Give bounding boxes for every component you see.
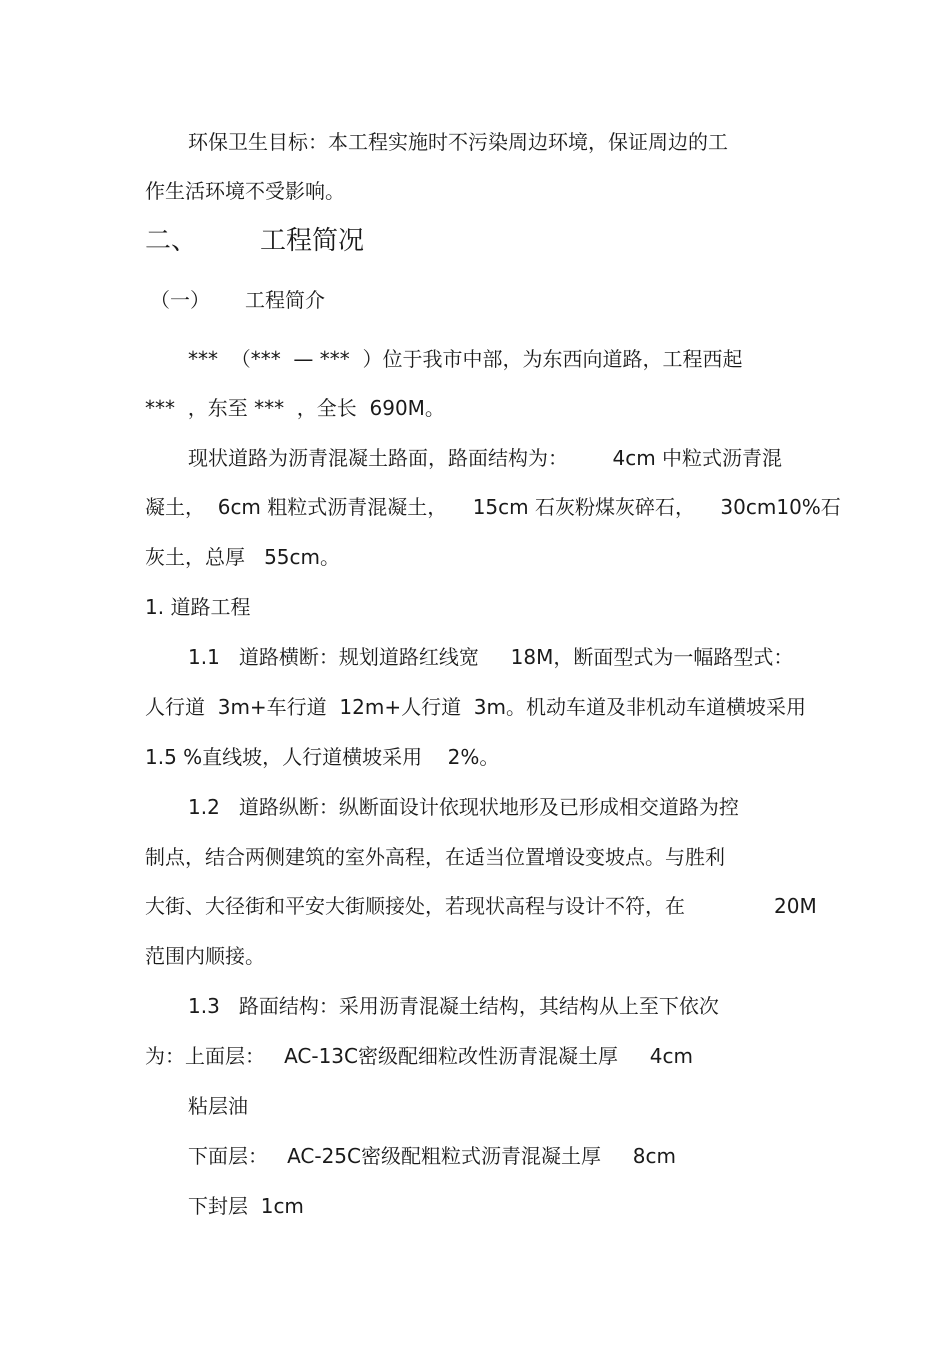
- paragraph-line: 1.3 路面结构：采用沥青混凝土结构，其结构从上至下依次: [188, 994, 719, 1018]
- paragraph-line: 制点，结合两侧建筑的室外高程，在适当位置增设变坡点。与胜利: [145, 845, 725, 869]
- paragraph-line-end: 20M: [774, 894, 817, 918]
- paragraph-line: 1.5 %直线坡，人行道横坡采用 2%。: [145, 745, 500, 769]
- paragraph-line: 1.1 道路横断：规划道路红线宽 18M，断面型式为一幅路型式：: [188, 645, 794, 669]
- subsection-heading: 1. 道路工程: [145, 595, 251, 619]
- paragraph-line: 范围内顺接。: [145, 944, 265, 968]
- subsection-number: （一）: [150, 288, 210, 312]
- paragraph-line: 为：上面层： AC-13C密级配细粒改性沥青混凝土厚 4cm: [145, 1044, 693, 1068]
- paragraph-line: 凝土， 6cm 粗粒式沥青混凝土， 15cm 石灰粉煤灰碎石， 30cm10%石: [145, 495, 841, 519]
- paragraph-line: 灰土，总厚 55cm。: [145, 545, 340, 569]
- paragraph-line: 下封层 1cm: [188, 1194, 304, 1218]
- paragraph-line: 环保卫生目标：本工程实施时不污染周边环境，保证周边的工: [188, 130, 728, 154]
- paragraph-line: *** （*** — *** ）位于我市中部，为东西向道路，工程西起: [188, 347, 743, 371]
- paragraph-line: *** ，东至 *** ，全长 690M。: [145, 396, 445, 420]
- paragraph-line: 粘层油: [188, 1094, 248, 1118]
- paragraph-line: 现状道路为沥青混凝土路面，路面结构为： 4cm 中粒式沥青混: [188, 446, 783, 470]
- section-number: 二、: [145, 226, 198, 256]
- paragraph-line: 人行道 3m+车行道 12m+人行道 3m。机动车道及非机动车道横坡采用: [145, 695, 807, 719]
- paragraph-line: 1.2 道路纵断：纵断面设计依现状地形及已形成相交道路为控: [188, 795, 739, 819]
- paragraph-line: 下面层： AC-25C密级配粗粒式沥青混凝土厚 8cm: [188, 1144, 676, 1168]
- paragraph-line: 作生活环境不受影响。: [145, 179, 345, 203]
- section-heading: 工程简况: [260, 226, 365, 256]
- paragraph-line: 大街、大径街和平安大街顺接处，若现状高程与设计不符，在: [145, 894, 685, 918]
- subsection-heading: 工程简介: [245, 288, 325, 312]
